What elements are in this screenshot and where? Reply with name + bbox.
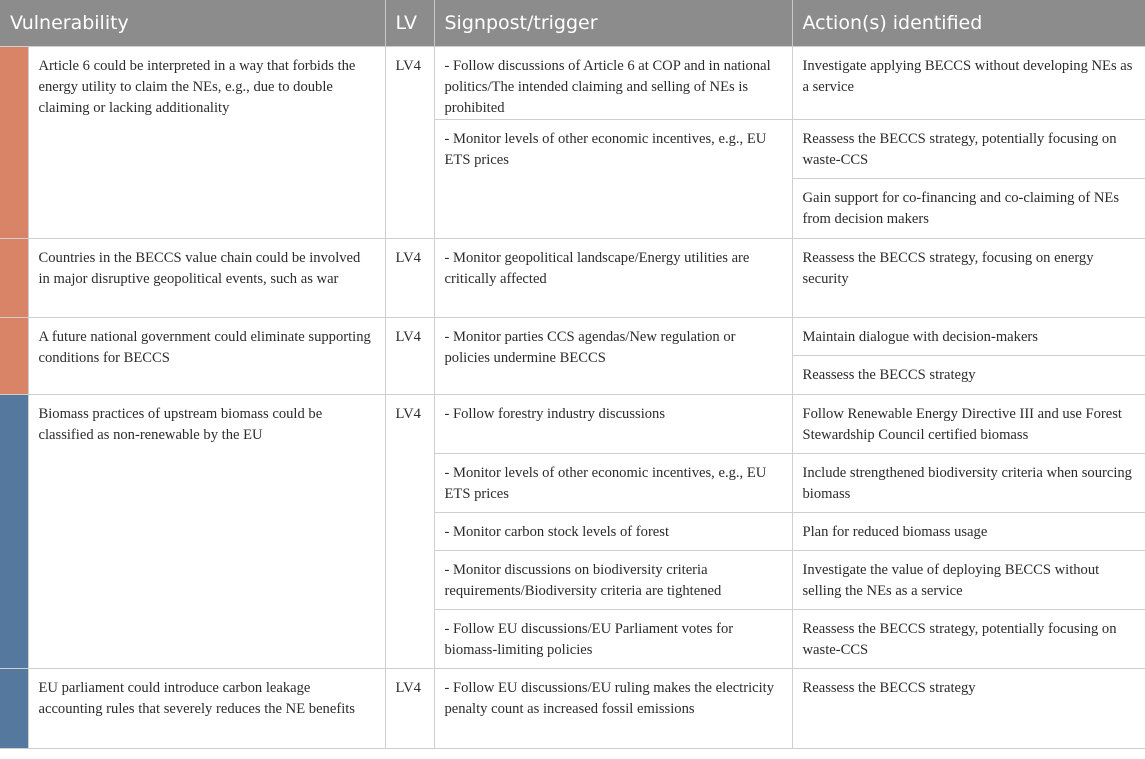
action-cell: Investigate the value of deploying BECCS without selling the NEs as a service (792, 551, 1145, 610)
action-cell: Maintain dialogue with decision-makers (792, 318, 1145, 356)
header-lv: LV (385, 0, 434, 47)
signpost-cell: - Follow EU discussions/EU ruling makes the electricity penalty count as increased fossil emissions (434, 669, 792, 749)
action-cell: Follow Renewable Energy Directive III and use Forest Stewardship Council certified biomass (792, 395, 1145, 454)
table-row (0, 47, 1145, 120)
signpost-cell: - Follow forestry industry discussions (434, 395, 792, 454)
action-cell: Reassess the BECCS strategy, potentially focusing on waste-CCS (792, 120, 1145, 179)
category-color-bar (0, 239, 28, 318)
header-actions: Action(s) identified (792, 0, 1145, 47)
action-cell: Plan for reduced biomass usage (792, 513, 1145, 551)
lv-cell: LV4 (385, 669, 434, 749)
vulnerability-cell: Countries in the BECCS value chain could be involved in major disruptive geopolitical events, such as war (28, 239, 385, 318)
category-color-bar (0, 669, 28, 749)
signpost-cell: - Monitor geopolitical landscape/Energy utilities are critically affected (434, 239, 792, 318)
category-color-bar (0, 395, 28, 669)
signpost-cell: - Monitor carbon stock levels of forest (434, 513, 792, 551)
signpost-cell: - Monitor discussions on biodiversity criteria requirements/Biodiversity criteria are tightened (434, 551, 792, 610)
lv-cell: LV4 (385, 47, 434, 239)
lv-cell: LV4 (385, 318, 434, 395)
header-vulnerability: Vulnerability (0, 0, 385, 47)
action-cell: Reassess the BECCS strategy, potentially focusing on waste-CCS (792, 610, 1145, 669)
table-row (0, 318, 1145, 356)
signpost-cell: - Monitor parties CCS agendas/New regulation or policies undermine BECCS (434, 318, 792, 395)
vulnerability-cell: Article 6 could be interpreted in a way that forbids the energy utility to claim the NEs, e.g., due to double claiming or lacking additionality (28, 47, 385, 239)
category-color-bar (0, 318, 28, 395)
vulnerability-cell: A future national government could eliminate supporting conditions for BECCS (28, 318, 385, 395)
action-cell: Include strengthened biodiversity criteria when sourcing biomass (792, 454, 1145, 513)
action-cell: Investigate applying BECCS without developing NEs as a service (792, 47, 1145, 120)
action-cell: Reassess the BECCS strategy (792, 356, 1145, 395)
action-cell: Reassess the BECCS strategy, focusing on energy security (792, 239, 1145, 318)
lv-cell: LV4 (385, 395, 434, 669)
action-cell: Reassess the BECCS strategy (792, 669, 1145, 749)
lv-cell: LV4 (385, 239, 434, 318)
table-row (0, 239, 1145, 318)
vulnerability-cell: Biomass practices of upstream biomass could be classified as non-renewable by the EU (28, 395, 385, 669)
vulnerability-cell: EU parliament could introduce carbon leakage accounting rules that severely reduces the NE benefits (28, 669, 385, 749)
signpost-cell: - Follow discussions of Article 6 at COP and in national politics/The intended claiming and selling of NEs is prohibited (434, 47, 792, 120)
table-row (0, 669, 1145, 749)
signpost-cell: - Follow EU discussions/EU Parliament votes for biomass-limiting policies (434, 610, 792, 669)
header-signpost: Signpost/trigger (434, 0, 792, 47)
table-row (0, 395, 1145, 454)
signpost-cell: - Monitor levels of other economic incentives, e.g., EU ETS prices (434, 120, 792, 239)
signpost-cell: - Monitor levels of other economic incentives, e.g., EU ETS prices (434, 454, 792, 513)
category-color-bar (0, 47, 28, 239)
action-cell: Gain support for co-financing and co-claiming of NEs from decision makers (792, 179, 1145, 239)
header-row (0, 0, 1145, 47)
